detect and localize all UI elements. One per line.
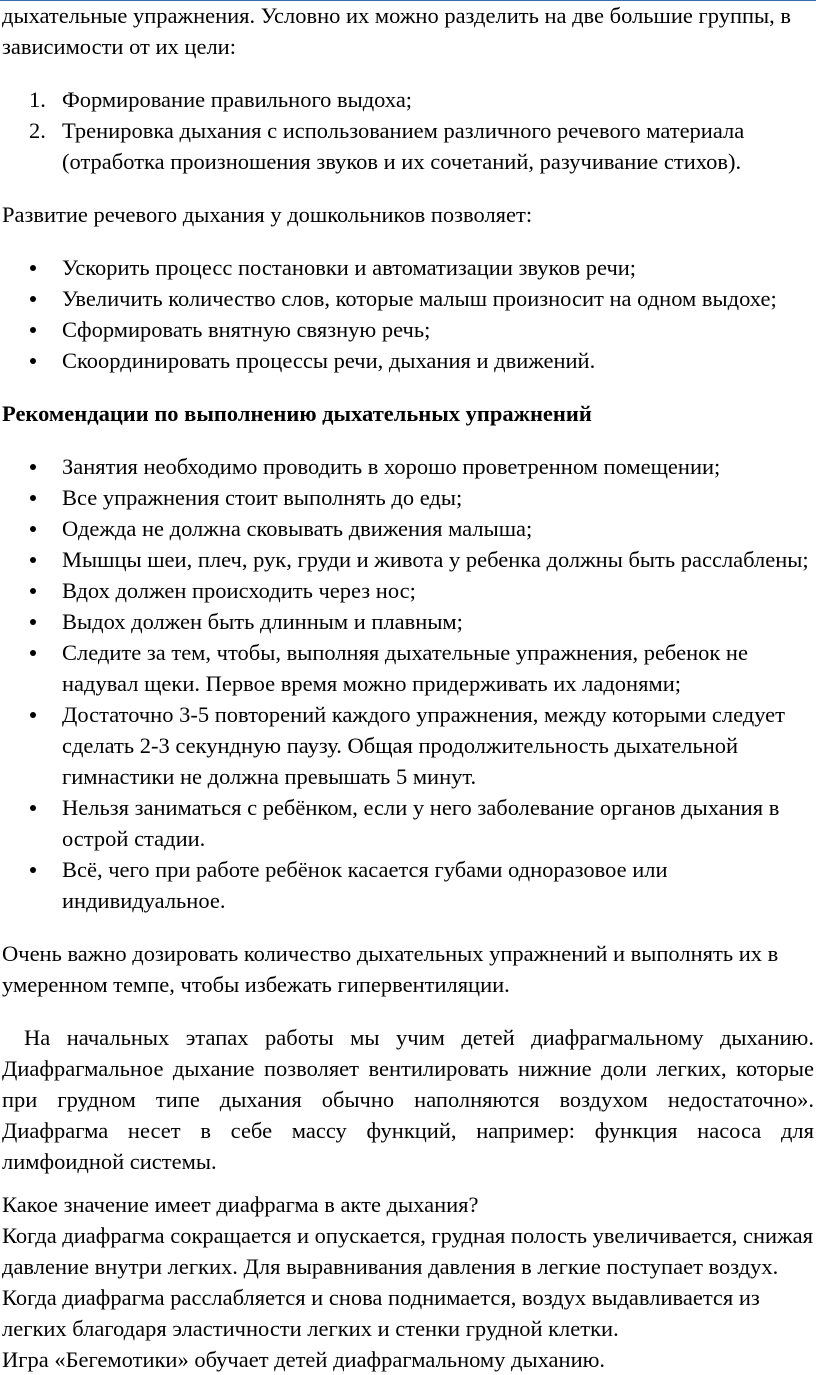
bullet-icon xyxy=(30,557,36,563)
bullet-icon xyxy=(30,588,36,594)
bullet-icon xyxy=(30,495,36,501)
list-item-text: Всё, чего при работе ребёнок касается губами одноразовое или индивидуальное. xyxy=(62,857,668,913)
list-item-text: Достаточно 3-5 повторений каждого упражнения, между которыми следует сделать 2-3 секундную паузу. Общая продолжительность дыхательной гимнастики не должна превышать 5 минут. xyxy=(62,702,785,789)
bullet-icon xyxy=(30,526,36,532)
bullet-list-item xyxy=(2,451,816,482)
list-item-text: Одежда не должна сковывать движения малыша; xyxy=(62,516,533,541)
list-item-text: Формирование правильного выдоха; xyxy=(62,87,413,112)
bullet-list-item xyxy=(2,513,816,544)
diaphragm-answer: Когда диафрагма сокращается и опускается, грудная полость увеличивается, снижая давление внутри легких. Для выравнивания давления в легкие поступает воздух. Когда диафрагма расслабляется и снова поднимается, воздух выдавливается из легких благодаря эластичности легких и стенки грудной клетки. xyxy=(2,1223,813,1341)
bullet-list-item xyxy=(2,283,816,314)
game-line: Игра «Бегемотики» обучает детей диафрагмальному дыханию. xyxy=(2,1347,606,1372)
bullet-list-item xyxy=(2,252,816,283)
bullet-icon xyxy=(30,867,36,873)
list-item-text: Вдох должен происходить через нос; xyxy=(62,578,416,603)
bullet-icon xyxy=(30,464,36,470)
list-item-text: Ускорить процесс постановки и автоматизации звуков речи; xyxy=(62,255,637,280)
diaphragm-paragraph: На начальных этапах работы мы учим детей диафрагмальному дыханию. Диафрагмальное дыхание позволяет вентилировать нижние доли легких, которые при грудном типе дыхания обычно наполняются воздухом недостаточно». Диафрагма несет в себе массу функций, например: функция насоса для лимфоидной системы. xyxy=(2,1025,814,1174)
bullet-list-item xyxy=(2,699,816,792)
bullet-list-item xyxy=(2,314,816,345)
list-item-text: Все упражнения стоит выполнять до еды; xyxy=(62,485,463,510)
bullet-list-item xyxy=(2,575,816,606)
numbered-list-item xyxy=(2,84,816,115)
bullet-list-item xyxy=(2,606,816,637)
bullet-icon xyxy=(30,619,36,625)
bullet-list-item xyxy=(2,792,816,854)
diaphragm-question: Какое значение имеет диафрагма в акте дыхания? xyxy=(2,1192,479,1217)
bullet-icon xyxy=(30,805,36,811)
recommendations-heading: Рекомендации по выполнению дыхательных упражнений xyxy=(2,401,592,426)
bullet-list-item xyxy=(2,482,816,513)
list-item-text: Следите за тем, чтобы, выполняя дыхательные упражнения, ребенок не надувал щеки. Первое время можно придерживать их ладонями; xyxy=(62,640,748,696)
goals-numbered-list xyxy=(2,84,816,177)
list-item-text: Скоординировать процессы речи, дыхания и движений. xyxy=(62,348,596,373)
recommendations-bullet-list xyxy=(2,451,816,916)
intro-paragraph: дыхательные упражнения. Условно их можно разделить на две большие группы, в зависимости от их цели: xyxy=(2,3,792,59)
dosage-note: Очень важно дозировать количество дыхательных упражнений и выполнять их в умеренном темпе, чтобы избежать гипервентиляции. xyxy=(2,941,779,997)
numbered-list-item xyxy=(2,115,816,177)
bullet-list-item xyxy=(2,345,816,376)
bullet-icon xyxy=(30,712,36,718)
list-number: 2. xyxy=(29,118,46,143)
benefits-bullet-list xyxy=(2,252,816,376)
bullet-icon xyxy=(30,265,36,271)
bullet-icon xyxy=(30,358,36,364)
list-item-text: Занятия необходимо проводить в хорошо проветренном помещении; xyxy=(62,454,721,479)
list-item-text: Сформировать внятную связную речь; xyxy=(62,317,431,342)
list-item-text: Мышцы шеи, плеч, рук, груди и живота у ребенка должны быть расслаблены; xyxy=(62,547,809,572)
list-item-text: Увеличить количество слов, которые малыш произносит на одном выдохе; xyxy=(62,286,777,311)
bullet-icon xyxy=(30,650,36,656)
bullet-icon xyxy=(30,327,36,333)
benefits-intro: Развитие речевого дыхания у дошкольников позволяет: xyxy=(2,202,533,227)
list-item-text: Нельзя заниматься с ребёнком, если у него заболевание органов дыхания в острой стадии. xyxy=(62,795,780,851)
bullet-icon xyxy=(30,296,36,302)
bullet-list-item xyxy=(2,637,816,699)
bullet-list-item xyxy=(2,854,816,916)
bullet-list-item xyxy=(2,544,816,575)
list-item-text: Выдох должен быть длинным и плавным; xyxy=(62,609,463,634)
list-item-text: Тренировка дыхания с использованием различного речевого материала (отработка произношения звуков и их сочетаний, разучивание стихов). xyxy=(62,118,745,174)
list-number: 1. xyxy=(29,87,46,112)
